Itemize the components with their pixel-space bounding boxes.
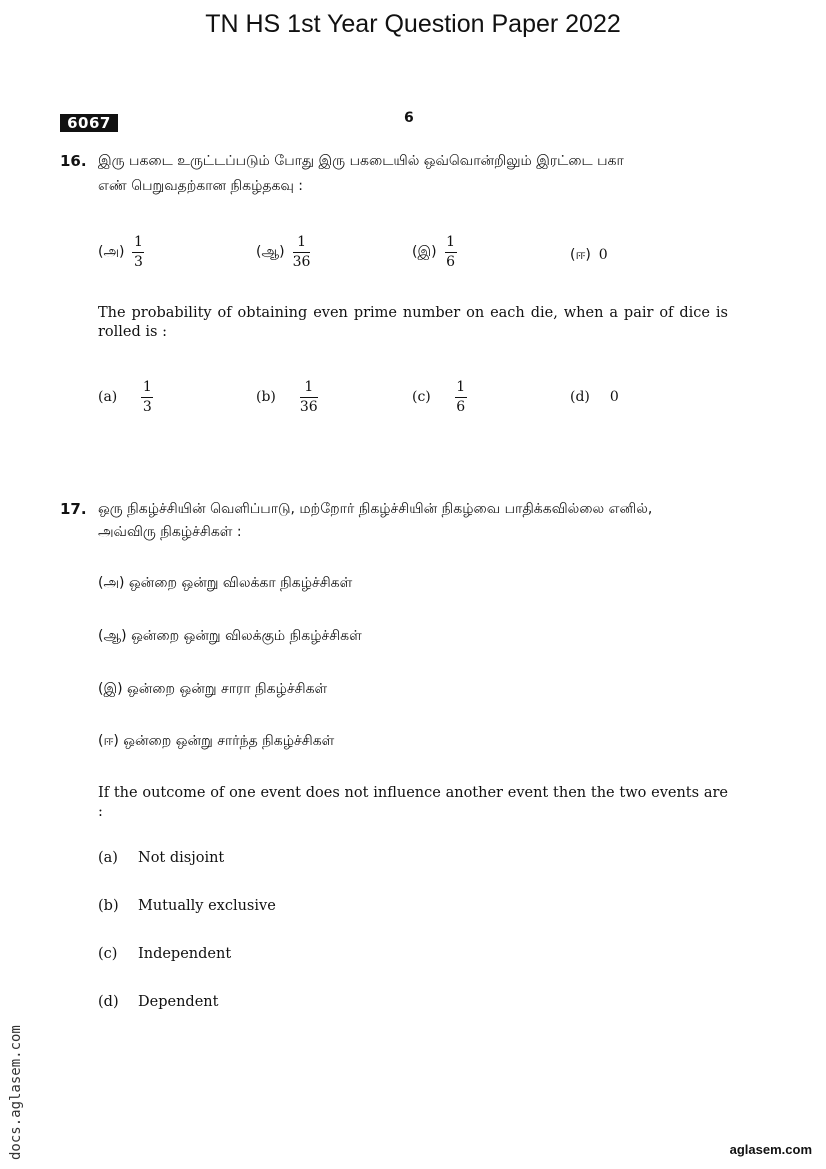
option-text: Mutually exclusive [138,898,276,914]
option-a-english [98,379,153,415]
question-text-tamil-line2: எண் பெறுவதற்கான நிகழ்தகவு : [98,178,304,194]
question-text-english: If the outcome of one event does not influence another event then the two events are : [98,785,728,820]
fraction [455,379,467,415]
option-label: (அ) [98,244,125,260]
option-label: (a) [98,850,118,866]
question-number: 16. [60,152,87,170]
numerator: 1 [134,234,143,250]
numerator: 1 [142,379,152,395]
option-c-tamil: (இ) ஒன்றை ஒன்று சாரா நிகழ்ச்சிகள் [98,681,328,697]
option-label: (இ) [412,244,437,260]
option-d-tamil: (ஈ) ஒன்றை ஒன்று சார்ந்த நிகழ்ச்சிகள் [98,733,335,749]
option-a-tamil: (அ) ஒன்றை ஒன்று விலக்கா நிகழ்ச்சிகள் [98,575,353,591]
option-c-english [98,946,231,962]
fraction [445,234,457,270]
fraction [141,379,153,415]
option-b-english [256,379,318,415]
option-label: (c) [412,389,431,405]
question-text-english: The probability of obtaining even prime number on each die, when a pair of dice is rolled is : [98,305,728,340]
footer-brand: aglasem.com [729,1142,812,1157]
numerator: 1 [446,234,455,250]
fraction [132,234,144,270]
option-a-tamil [98,234,144,270]
denominator: 36 [299,399,318,415]
option-label: (a) [98,389,118,405]
option-c-english [412,379,467,415]
question-text-tamil-line2: அவ்விரு நிகழ்ச்சிகள் : [98,524,242,540]
option-text: Independent [138,946,232,962]
numerator: 1 [297,234,307,250]
denominator: 6 [456,399,466,415]
option-a-english [98,850,224,866]
option-label: (c) [98,946,118,962]
option-text: Not disjoint [138,850,225,866]
option-c-tamil [412,234,457,270]
question-text-tamil-line1: ஒரு நிகழ்ச்சியின் வெளிப்பாடு, மற்றோர் நிகழ்ச்சியின் நிகழ்வை பாதிக்கவில்லை எனில், [98,501,653,517]
numerator: 1 [304,379,314,395]
option-b-tamil: (ஆ) ஒன்றை ஒன்று விலக்கும் நிகழ்ச்சிகள் [98,628,362,644]
option-b-tamil [256,234,310,270]
option-b-english [98,898,276,914]
option-value: 0 [609,389,619,405]
side-watermark: docs.aglasem.com [8,1025,24,1160]
option-d-tamil [570,244,608,266]
option-d-english [98,994,218,1010]
denominator: 6 [446,254,455,270]
option-label: (d) [98,994,119,1010]
option-label: (b) [256,389,276,405]
option-label: (ஆ) [256,244,285,260]
option-d-english [570,389,619,405]
option-label: (ஈ) [570,247,591,263]
question-text-tamil-line1: இரு பகடை உருட்டப்படும் போது இரு பகடையில் ஒவ்வொன்றிலும் இரட்டை பகா [98,153,624,169]
numerator: 1 [456,379,466,395]
fraction [293,234,311,270]
option-label: (d) [570,389,590,405]
denominator: 36 [292,254,311,270]
paper-code-badge: 6067 [60,114,118,132]
option-text: Dependent [138,994,219,1010]
option-label: (b) [98,898,119,914]
option-value: 0 [598,247,608,263]
page-title: TN HS 1st Year Question Paper 2022 [205,10,621,38]
fraction [300,379,318,415]
denominator: 3 [134,254,143,270]
page-number: 6 [404,110,414,126]
denominator: 3 [142,399,152,415]
question-number: 17. [60,500,87,518]
